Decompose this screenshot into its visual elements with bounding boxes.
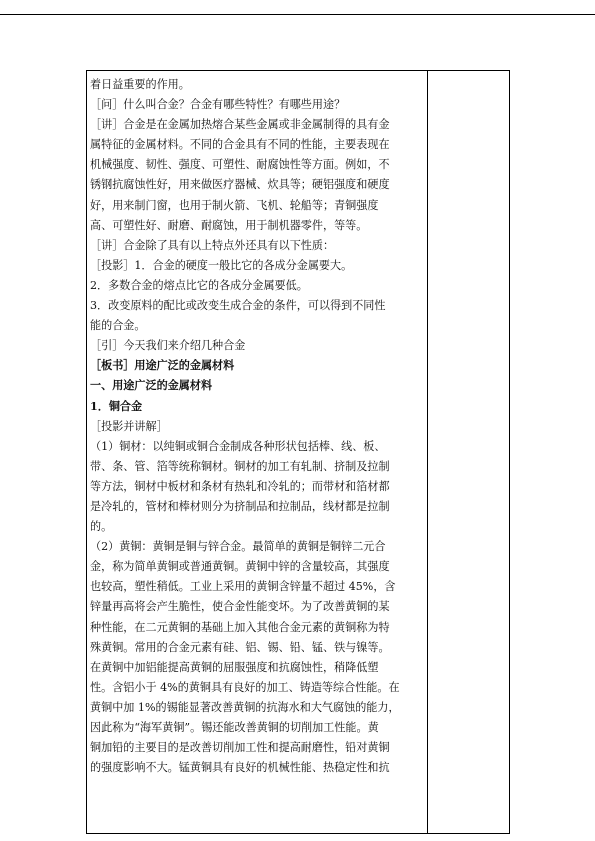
text-line: 机械强度、韧性、强度、可塑性、耐腐蚀性等方面。例如，不: [90, 158, 390, 172]
text-line: 金，称为简单黄铜或普通黄铜。黄铜中锌的含量较高，其强度: [90, 560, 390, 574]
text-line: 在黄铜中加铝能提高黄铜的屈服强度和抗腐蚀性，稍降低塑: [90, 660, 379, 674]
text-line: ［问］什么叫合金？合金有哪些特性？有哪些用途？: [90, 98, 346, 112]
text-line: ［讲］合金是在金属加热熔合某些金属或非金属制得的具有金: [90, 118, 390, 132]
text-line: 等方法，铜材中板材和条材有热轧和冷轧的；而带材和箔材都: [90, 479, 390, 493]
heading-line: ［板书］用途广泛的金属材料: [90, 359, 235, 373]
text-line: ［讲］合金除了具有以上特点外还具有以下性质：: [90, 238, 335, 252]
text-line: 属特征的金属材料。不同的合金具有不同的性能，主要表现在: [90, 138, 390, 152]
text-line: 铜加铅的主要目的是改善切削加工性和提高耐磨性，铅对黄铜: [90, 741, 390, 755]
notes-cell: [428, 71, 509, 833]
text-line: 锈钢抗腐蚀性好，用来做医疗器械、炊具等；硬铝强度和硬度: [90, 178, 390, 192]
text-line: 殊黄铜。常用的合金元素有硅、铝、锡、铅、锰、铁与镍等。: [90, 640, 390, 654]
text-line: 3．改变原料的配比或改变生成合金的条件，可以得到不同性: [90, 299, 386, 313]
text-line: 高、可塑性好、耐磨、耐腐蚀，用于制机器零件，等等。: [90, 218, 368, 232]
text-line: 2．多数合金的熔点比它的各成分金属要低。: [90, 278, 308, 292]
text-line: （1）铜材：以纯铜或铜合金制成各种形状包括棒、线、板、: [90, 439, 386, 453]
text-line: 锌量再高将会产生脆性，使合金性能变坏。为了改善黄铜的某: [90, 600, 390, 614]
heading-line: 一、用途广泛的金属材料: [90, 379, 213, 393]
text-line: 也较高，塑性稍低。工业上采用的黄铜含锌量不超过 45%，含: [90, 580, 396, 594]
text-line: ［引］今天我们来介绍几种合金: [90, 339, 246, 353]
text-line: （2）黄铜：黄铜是铜与锌合金。最简单的黄铜是铜锌二元合: [90, 540, 386, 554]
text-line: 性。含铝小于 4%的黄铜具有良好的加工、铸造等综合性能。在: [90, 680, 400, 694]
text-line: 带、条、管、箔等统称铜材。铜材的加工有轧制、挤制及拉制: [90, 459, 390, 473]
lesson-content-cell: [87, 71, 428, 833]
text-line: 是冷轧的，管材和棒材则分为挤制品和拉制品，线材都是拉制: [90, 499, 390, 513]
text-line: ［投影］1．合金的硬度一般比它的各成分金属要大。: [90, 258, 353, 272]
header-rule: [0, 14, 595, 15]
text-line: 着日益重要的作用。: [90, 78, 190, 91]
heading-line: 1．铜合金: [90, 399, 143, 413]
text-line: 的强度影响不大。锰黄铜具有良好的机械性能、热稳定性和抗: [90, 761, 390, 775]
text-line: ［投影并讲解］: [90, 419, 168, 433]
text-line: 因此称为“海军黄铜”。锡还能改善黄铜的切削加工性能。黄: [90, 721, 379, 734]
text-line: 好，用来制门窗，也用于制火箭、飞机、轮船等；青铜强度: [90, 198, 379, 212]
text-line: 种性能，在二元黄铜的基础上加入其他合金元素的黄铜称为特: [90, 620, 390, 634]
lesson-table: [86, 70, 510, 834]
text-line: 黄铜中加 1%的锡能显著改善黄铜的抗海水和大气腐蚀的能力，: [90, 700, 400, 714]
text-line: 的。: [90, 520, 113, 534]
text-line: 能的合金。: [90, 319, 146, 333]
